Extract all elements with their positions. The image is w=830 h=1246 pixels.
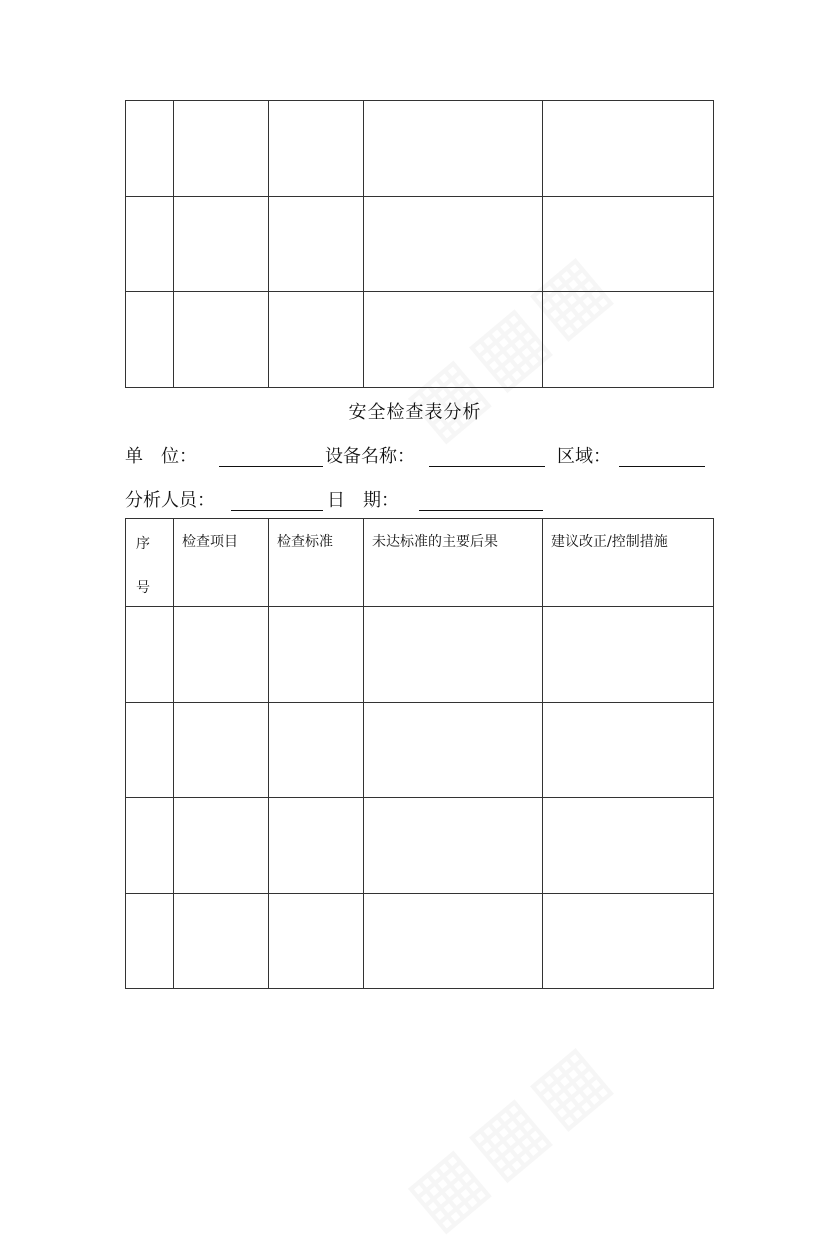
header-serial-number — [126, 519, 174, 607]
table-cell[interactable] — [126, 196, 174, 292]
table-cell[interactable] — [269, 607, 364, 703]
table-cell[interactable] — [126, 101, 174, 197]
table-cell[interactable] — [269, 196, 364, 292]
table-header-row — [126, 519, 714, 607]
table-cell[interactable] — [364, 607, 543, 703]
table-cell[interactable] — [126, 798, 174, 894]
header-measure: 建议改正/控制措施 — [543, 519, 714, 607]
table-cell[interactable] — [126, 893, 174, 989]
table-cell[interactable] — [269, 101, 364, 197]
table-cell[interactable] — [543, 893, 714, 989]
table-row — [126, 607, 714, 703]
table-cell[interactable] — [543, 101, 714, 197]
field-row-unit — [125, 442, 715, 470]
equipment-input[interactable] — [429, 442, 545, 467]
equipment-label: 设备名称： — [325, 446, 415, 467]
watermark-graphic-lower — [389, 1024, 630, 1246]
table-cell[interactable] — [364, 101, 543, 197]
table-cell[interactable] — [543, 196, 714, 292]
table-cell[interactable] — [174, 702, 269, 798]
table-cell[interactable] — [364, 798, 543, 894]
table-cell[interactable] — [543, 292, 714, 388]
table-cell[interactable] — [364, 292, 543, 388]
table-row — [126, 292, 714, 388]
table-cell[interactable] — [543, 798, 714, 894]
table-cell[interactable] — [269, 702, 364, 798]
table-cell[interactable] — [364, 196, 543, 292]
table-cell[interactable] — [364, 893, 543, 989]
analyst-label: 分析人员： — [125, 490, 215, 511]
table-cell[interactable] — [543, 702, 714, 798]
table-cell[interactable] — [269, 798, 364, 894]
table-row — [126, 101, 714, 197]
header-check-standard: 检查标准 — [269, 519, 364, 607]
table-cell[interactable] — [126, 607, 174, 703]
table-cell[interactable] — [174, 607, 269, 703]
unit-input[interactable] — [219, 442, 323, 467]
area-input[interactable] — [619, 442, 705, 467]
table-row — [126, 702, 714, 798]
table-cell[interactable] — [174, 798, 269, 894]
header-serial-line1: 序 — [136, 536, 150, 552]
table-cell[interactable] — [364, 702, 543, 798]
table-cell[interactable] — [126, 292, 174, 388]
checklist-table — [125, 518, 714, 989]
date-input[interactable] — [419, 486, 543, 511]
table-row — [126, 798, 714, 894]
header-check-item: 检查项目 — [174, 519, 269, 607]
area-label: 区域： — [557, 446, 611, 467]
table-cell[interactable] — [269, 292, 364, 388]
table-cell[interactable] — [126, 702, 174, 798]
unit-label: 单 位： — [125, 446, 197, 467]
header-consequence: 未达标准的主要后果 — [364, 519, 543, 607]
table-cell[interactable] — [174, 292, 269, 388]
date-label: 日 期： — [327, 490, 399, 511]
table-cell[interactable] — [269, 893, 364, 989]
table-row — [126, 196, 714, 292]
table-cell[interactable] — [543, 607, 714, 703]
table-cell[interactable] — [174, 101, 269, 197]
header-serial-line2: 号 — [136, 580, 150, 596]
table-cell[interactable] — [174, 893, 269, 989]
field-row-analyst — [125, 486, 715, 514]
continued-table — [125, 100, 714, 388]
page-title: 安全检查表分析 — [348, 402, 482, 423]
analyst-input[interactable] — [231, 486, 323, 511]
table-row — [126, 893, 714, 989]
table-cell[interactable] — [174, 196, 269, 292]
